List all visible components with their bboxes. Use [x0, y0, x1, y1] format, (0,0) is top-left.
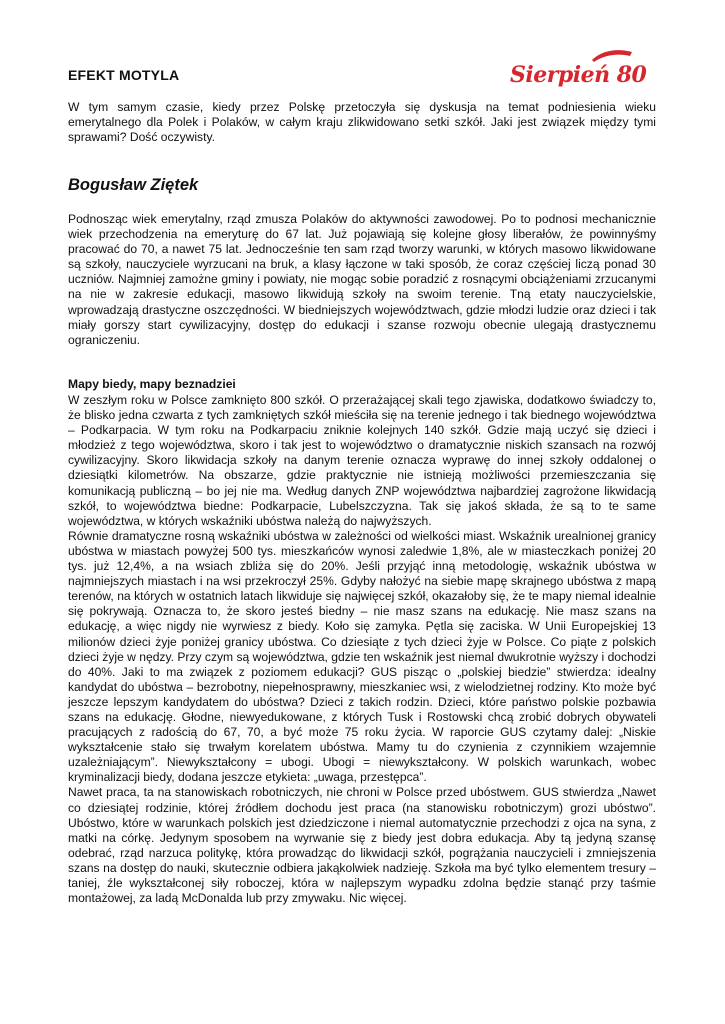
body-paragraph: Równie dramatyczne rosną wskaźniki ubóstwa w zależności od wielkości miast. Wskaźnik urealnionej granicy ubóstwa w miastach powyżej 500 tys. mieszkańców wynosi zaledwie 1,8%, ale w miasteczkach poniżej 20 tys. już 12,4%, a na wsiach zbliża się do 20%. Jeśli przyjąć inną metodologię, wskaźnik ubóstwa w najmniejszych miastach i na wsi przekroczył 25%. Gdyby nałożyć na siebie mapę skrajnego ubóstwa z mapą terenów, na których w ostatnich latach likwiduje się najwięcej szkół, okazałoby się, że te mapy niemal idealnie się pokrywają. Oznacza to, że skoro jesteś biedny – nie masz szans na edukację. Nie masz szans na edukację, a więc nigdy nie wyrwiesz z biedy. Koło się zamyka. Pętla się zaciska. W Unii Europejskiej 13 milionów dzieci żyje poniżej granicy ubóstwa. Co dziesiąte z tych dzieci żyje w Polsce. Co piąte z polskich dzieci żyje w nędzy. Przy czym są województwa, gdzie ten wskaźnik jest niemal dwukrotnie wyższy i dochodzi do 40%. Jaki to ma związek z poziomem edukacji? GUS pisząc o „polskiej biedzie” stwierdza: idealny kandydat do ubóstwa – bezrobotny, niepełnosprawny, mieszkaniec wsi, z wielodzietnej rodziny. Kto może być jeszcze lepszym kandydatem do ubóstwa? Dzieci z takich rodzin. Dzieci, które państwo polskie pozbawia szans na edukację. Głodne, niewyedukowane, z których Tusk i Rostowski chcą zrobić dobrych obywateli pracujących z radością do 67, 70, a być może 75 roku życia. W raporcie GUS czytamy dalej: „Niskie wykształcenie stało się trwałym korelatem ubóstwa. Mamy tu do czynienia z czynnikiem wzajemnie uzależniającym”. Niewykształcony = ubogi. Ubogi = niewykształcony. W polskich warunkach, wobec kryminalizacji biedy, dodana jeszcze etykieta: „uwaga, przestępca”. [68, 528, 656, 785]
sierpien-80-logo [510, 44, 660, 94]
author-name: Bogusław Ziętek [68, 176, 199, 194]
lead-paragraph: Podnosząc wiek emerytalny, rząd zmusza Polaków do aktywności zawodowej. Po to podnosi mechanicznie wiek przechodzenia na emeryturę do 67 lat. Już pojawiają się kolejne głosy liberałów, że powinnyśmy pracować do 70, a nawet 75 lat. Jednocześnie ten sam rząd tworzy warunki, w których masowo likwidowane są szkoły, nauczyciele wyrzucani na bruk, a klasy łączone w taki sposób, że coraz częściej liczą ponad 30 uczniów. Najmniej zamożne gminy i powiaty, nie mogąc sobie poradzić z rosnącymi obciążeniami zrzucanymi na nie w zakresie edukacji, masowo likwidują szkoły na swoim terenie. Tną etaty nauczycielskie, wprowadzają drastyczne oszczędności. W biedniejszych województwach, gdzie młodzi ludzie oraz dzieci i tak miały gorszy start cywilizacyjny, dostęp do edukacji i szanse rozwoju obecnie ulegają drastycznemu ograniczeniu. [68, 212, 656, 347]
body-paragraph: Nawet praca, ta na stanowiskach robotniczych, nie chroni w Polsce przed ubóstwem. GUS stwierdza „Nawet co dziesiątej rodzinie, której źródłem dochodu jest praca (na stanowisku robotniczym) grozi ubóstwo”. Ubóstwo, które w warunkach polskich jest dziedziczone i niemal automatycznie przechodzi z ojca na syna, z matki na córkę. Jedynym sposobem na wyrwanie się z biedy jest dobra edukacja. Aby tą jedyną szansę odebrać, rząd narzuca politykę, która prowadząc do likwidacji szkół, pogrążania nauczycieli i zmniejszenia szans na dostęp do nauki, skutecznie odbiera jakąkolwiek nadzieję. Szkoła ma być tylko elementem tresury – taniej, źle wykształconej siły roboczej, która w najlepszym wypadku zdolna będzie stanąć przy taśmie montażowej, za ladą McDonalda lub przy zmywaku. Nic więcej. [68, 785, 656, 906]
section-heading: Mapy biedy, mapy beznadziei [68, 377, 236, 391]
intro-paragraph: W tym samym czasie, kiedy przez Polskę przetoczyła się dyskusja na temat podniesienia wieku emerytalnego dla Polek i Polaków, w całym kraju zlikwidowano setki szkół. Jaki jest związek między tymi sprawami? Dość oczywisty. [68, 100, 656, 145]
article-body [68, 393, 656, 906]
document-title: EFEKT MOTYLA [68, 67, 180, 83]
logo-text: Sierpień 80 [510, 62, 647, 88]
body-paragraph: W zeszłym roku w Polsce zamknięto 800 szkół. O przerażającej skali tego zjawiska, dodatkowo świadczy to, że blisko jedna czwarta z tych zamkniętych szkół mieściła się na terenie jednego i tak biednego województwa – Podkarpacia. W tym roku na Podkarpaciu zniknie kolejnych 140 szkół. Gdzie mają uczyć się dzieci i młodzież z tego województwa, skoro i tak jest to województwo o dramatycznie niskich szansach na rozwój cywilizacyjny. Skoro likwidacja szkoły na danym terenie oznacza wyprawę do innej szkoły oddalonej o dziesiątki kilometrów. Na obszarze, gdzie praktycznie nie istnieją możliwości przemieszczania się komunikacją publiczną – bo jej nie ma. Według danych ZNP województwa najbardziej zagrożone likwidacją szkół, to województwa biedne: Podkarpacie, Lubelszczyzna. Tak się jakoś składa, że są to te same województwa, w których wskaźniki ubóstwa należą do najwyższych. [68, 393, 656, 528]
